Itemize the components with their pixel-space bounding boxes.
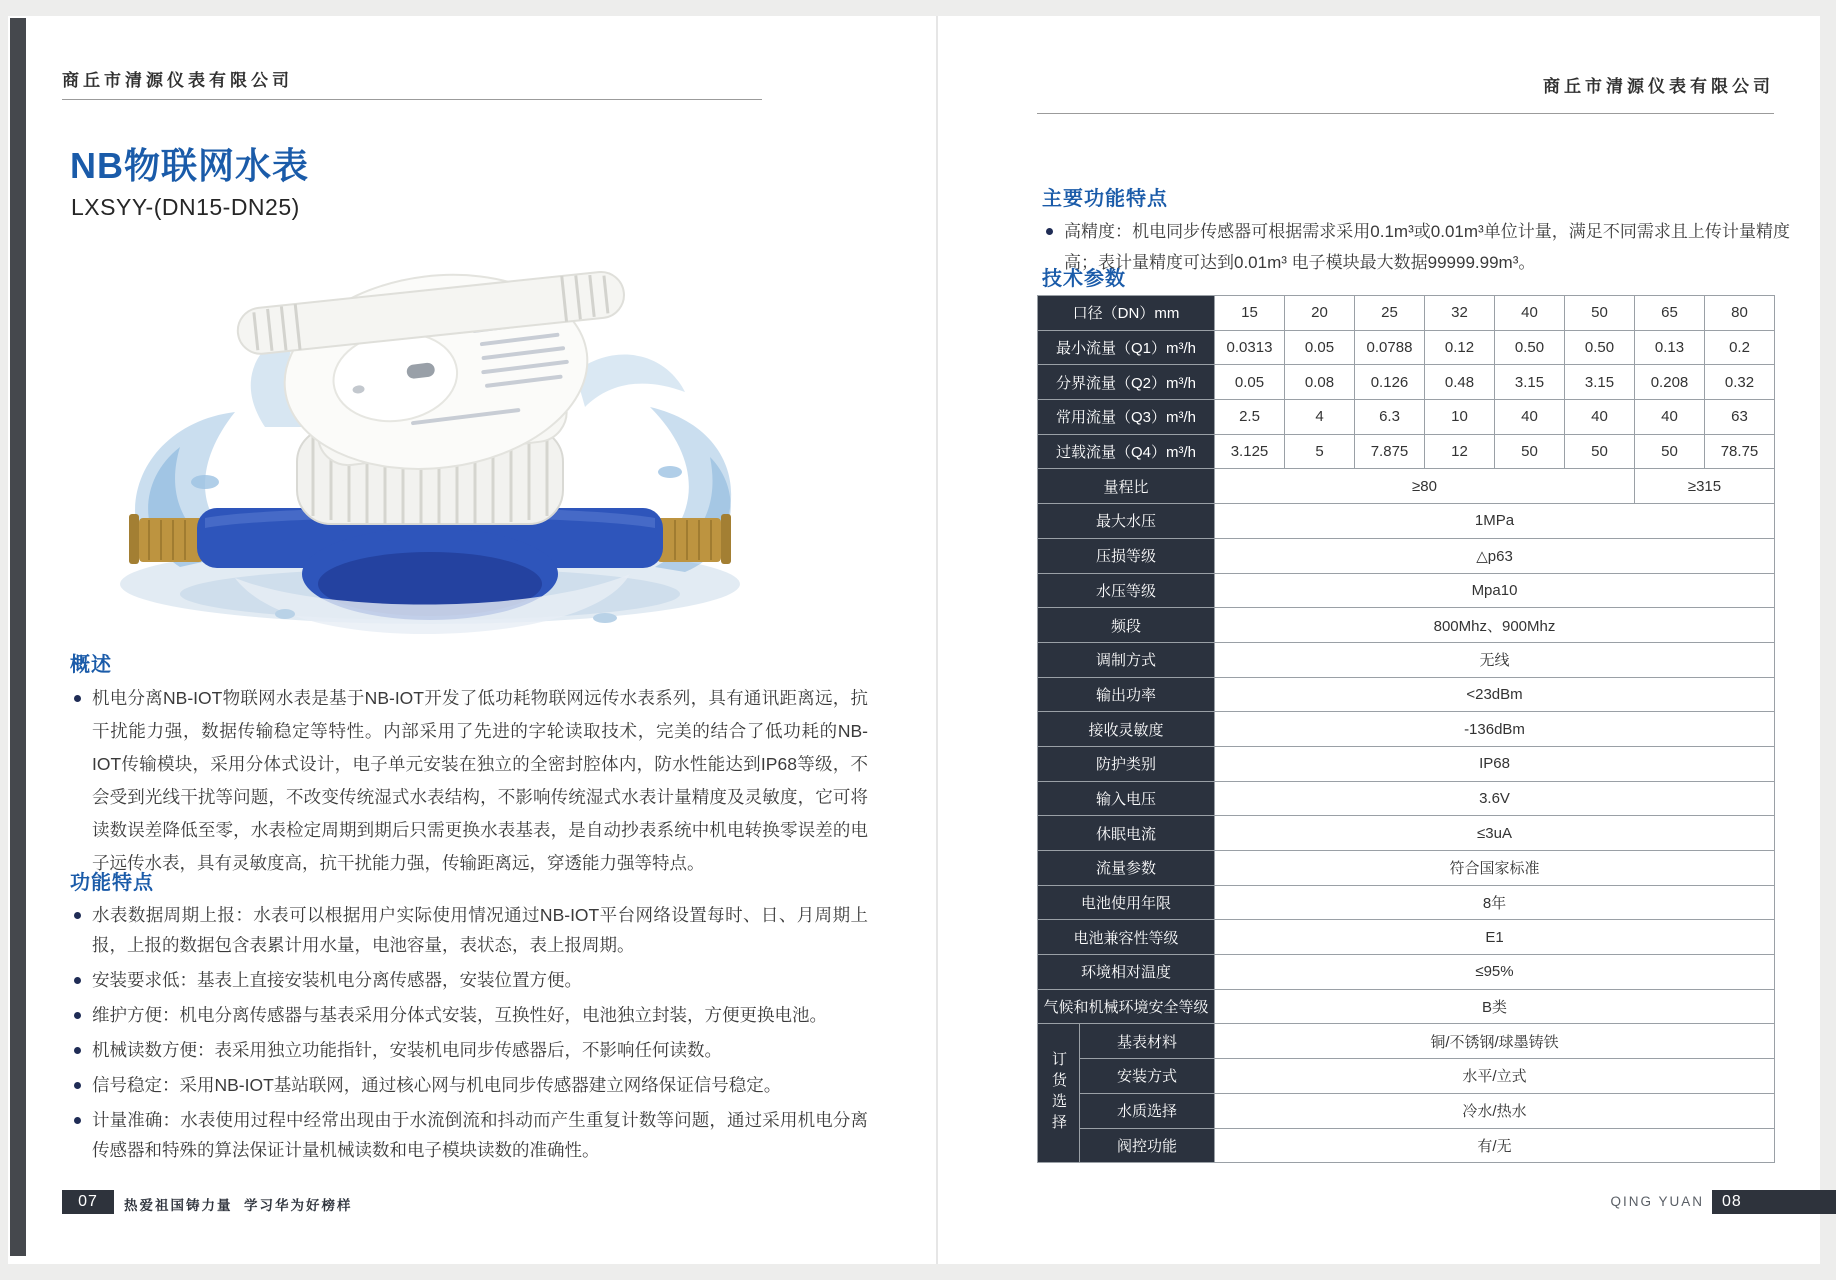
specs-table (1037, 295, 1775, 1163)
cell: 78.75 (1705, 434, 1775, 469)
table-row (1038, 816, 1775, 851)
row-label: 水压等级 (1038, 573, 1215, 608)
cell: 0.05 (1215, 365, 1285, 400)
table-row (1038, 573, 1775, 608)
cell: -136dBm (1215, 712, 1775, 747)
main-features-list (1042, 216, 1790, 283)
row-label: 最大水压 (1038, 504, 1215, 539)
cell: 65 (1635, 296, 1705, 331)
table-row (1038, 330, 1775, 365)
cell: ≥80 (1215, 469, 1635, 504)
cell: 2.5 (1215, 400, 1285, 435)
cell: 80 (1705, 296, 1775, 331)
left-company-header: 商丘市清源仪表有限公司 (62, 71, 293, 90)
cell: 冷水/热水 (1215, 1093, 1775, 1128)
cell: 有/无 (1215, 1128, 1775, 1163)
cell: 0.13 (1635, 330, 1705, 365)
row-label: 阀控功能 (1080, 1128, 1215, 1163)
cell: 5 (1285, 434, 1355, 469)
cell: 1MPa (1215, 504, 1775, 539)
cell: 25 (1355, 296, 1425, 331)
table-row (1038, 920, 1775, 955)
row-label: 气候和机械环境安全等级 (1038, 989, 1215, 1024)
cell: 50 (1565, 434, 1635, 469)
cell: 0.126 (1355, 365, 1425, 400)
cell: 0.208 (1635, 365, 1705, 400)
product-image (85, 222, 775, 642)
row-label: 压损等级 (1038, 538, 1215, 573)
cell: 水平/立式 (1215, 1059, 1775, 1094)
cell: ≥315 (1635, 469, 1775, 504)
cell: 0.0313 (1215, 330, 1285, 365)
right-header-rule (1037, 113, 1774, 114)
row-label: 接收灵敏度 (1038, 712, 1215, 747)
cell: ≤3uA (1215, 816, 1775, 851)
feature-item: 计量准确：水表使用过程中经常出现由于水流倒流和抖动而产生重复计数等问题，通过采用机电分离传感器和特殊的算法保证计量机械读数和电子模块读数的准确性。 (70, 1105, 868, 1165)
cell: 50 (1495, 434, 1565, 469)
features-list (70, 900, 868, 1170)
row-label: 频段 (1038, 608, 1215, 643)
table-row (1038, 1059, 1775, 1094)
cell: E1 (1215, 920, 1775, 955)
cell: 0.05 (1285, 330, 1355, 365)
row-label: 最小流量（Q1）m³/h (1038, 330, 1215, 365)
row-label: 安装方式 (1080, 1059, 1215, 1094)
cell: 0.50 (1565, 330, 1635, 365)
cell: 50 (1565, 296, 1635, 331)
table-row (1038, 504, 1775, 539)
cell: 0.2 (1705, 330, 1775, 365)
row-label: 环境相对温度 (1038, 955, 1215, 990)
cell: Mpa10 (1215, 573, 1775, 608)
cell: 0.12 (1425, 330, 1495, 365)
table-row (1038, 296, 1775, 331)
row-label: 输出功率 (1038, 677, 1215, 712)
cell: 7.875 (1355, 434, 1425, 469)
row-label: 防护类别 (1038, 746, 1215, 781)
table-row (1038, 677, 1775, 712)
right-page-number: 08 (1712, 1190, 1836, 1214)
cell: 40 (1565, 400, 1635, 435)
feature-item: 信号稳定：采用NB-IOT基站联网，通过核心网与机电同步传感器建立网络保证信号稳定。 (70, 1070, 868, 1100)
main-features-heading: 主要功能特点 (1042, 188, 1168, 210)
cell: ≤95% (1215, 955, 1775, 990)
cell: 15 (1215, 296, 1285, 331)
row-label: 口径（DN）mm (1038, 296, 1215, 331)
water-meter-illustration (85, 222, 775, 642)
cell: <23dBm (1215, 677, 1775, 712)
cell: 10 (1425, 400, 1495, 435)
cell: 无线 (1215, 642, 1775, 677)
overview-paragraph (70, 682, 868, 885)
cell: 63 (1705, 400, 1775, 435)
cell: 3.15 (1565, 365, 1635, 400)
cell: 8年 (1215, 885, 1775, 920)
left-page-number: 07 (62, 1190, 114, 1214)
cell: 12 (1425, 434, 1495, 469)
row-label: 电池兼容性等级 (1038, 920, 1215, 955)
cell: 0.32 (1705, 365, 1775, 400)
binding-strip (10, 18, 26, 1256)
table-row (1038, 1024, 1775, 1059)
table-row (1038, 400, 1775, 435)
cell: 32 (1425, 296, 1495, 331)
feature-item: 水表数据周期上报：水表可以根据用户实际使用情况通过NB-IOT平台网络设置每时、日、月周期上报，上报的数据包含表累计用水量，电池容量，表状态，表上报周期。 (70, 900, 868, 960)
cell: 4 (1285, 400, 1355, 435)
footer-brand: QING YUAN (1610, 1194, 1704, 1209)
row-label: 基表材料 (1080, 1024, 1215, 1059)
row-label: 过载流量（Q4）m³/h (1038, 434, 1215, 469)
overview-heading: 概述 (70, 654, 112, 676)
feature-item: 维护方便：机电分离传感器与基表采用分体式安装，互换性好，电池独立封装，方便更换电池。 (70, 1000, 868, 1030)
table-row (1038, 989, 1775, 1024)
table-row (1038, 608, 1775, 643)
cell: 0.50 (1495, 330, 1565, 365)
right-company-header: 商丘市清源仪表有限公司 (1543, 77, 1774, 96)
row-label: 流量参数 (1038, 851, 1215, 886)
footer-slogan: 热爱祖国铸力量 学习华为好榜样 (124, 1198, 353, 1213)
cell: 50 (1635, 434, 1705, 469)
table-row (1038, 955, 1775, 990)
cell: 3.6V (1215, 781, 1775, 816)
table-row (1038, 885, 1775, 920)
row-label: 分界流量（Q2）m³/h (1038, 365, 1215, 400)
left-header-rule (62, 99, 762, 100)
cell: 0.08 (1285, 365, 1355, 400)
cell: 20 (1285, 296, 1355, 331)
cell: △p63 (1215, 538, 1775, 573)
cell: 铜/不锈钢/球墨铸铁 (1215, 1024, 1775, 1059)
table-row (1038, 712, 1775, 747)
table-row (1038, 538, 1775, 573)
main-feature-item: 高精度：机电同步传感器可根据需求采用0.1m³或0.01m³单位计量，满足不同需求且上传计量精度高；表计量精度可达到0.01m³ 电子模块最大数据99999.99m³。 (1042, 216, 1790, 278)
row-label: 量程比 (1038, 469, 1215, 504)
cell: B类 (1215, 989, 1775, 1024)
cell: 40 (1495, 400, 1565, 435)
row-label: 电池使用年限 (1038, 885, 1215, 920)
row-label: 输入电压 (1038, 781, 1215, 816)
cell: 3.125 (1215, 434, 1285, 469)
table-row (1038, 1128, 1775, 1163)
cell: 40 (1495, 296, 1565, 331)
table-row (1038, 434, 1775, 469)
cell: IP68 (1215, 746, 1775, 781)
cell: 800Mhz、900Mhz (1215, 608, 1775, 643)
table-row (1038, 642, 1775, 677)
specs-heading: 技术参数 (1042, 268, 1126, 290)
row-label: 常用流量（Q3）m³/h (1038, 400, 1215, 435)
row-label: 调制方式 (1038, 642, 1215, 677)
cell: 符合国家标准 (1215, 851, 1775, 886)
cell: 40 (1635, 400, 1705, 435)
cell: 0.0788 (1355, 330, 1425, 365)
table-row (1038, 1093, 1775, 1128)
overview-text: 机电分离NB-IOT物联网水表是基于NB-IOT开发了低功耗物联网远传水表系列，具有通讯距离远，抗干扰能力强，数据传输稳定等特性。内部采用了先进的字轮读取技术，完美的结合了低功耗的NB-IOT传输模块，采用分体式设计，电子单元安装在独立的全密封腔体内，防水性能达到IP68等级，不会受到光线干扰等问题，不改变传统湿式水表结构，不影响传统湿式水表计量精度及灵敏度，它可将读数误差降低至零，水表检定周期到期后只需更换水表基表，是自动抄表系统中机电转换零误差的电子远传水表，具有灵敏度高，抗干扰能力强，传输距离远，穿透能力强等特点。 (70, 682, 868, 880)
model-number: LXSYY-(DN15-DN25) (71, 194, 300, 220)
feature-item: 安装要求低：基表上直接安装机电分离传感器，安装位置方便。 (70, 965, 868, 995)
order-group-label: 订货选择 (1038, 1024, 1080, 1163)
cell: 6.3 (1355, 400, 1425, 435)
feature-item: 机械读数方便：表采用独立功能指针，安装机电同步传感器后，不影响任何读数。 (70, 1035, 868, 1065)
row-label: 休眠电流 (1038, 816, 1215, 851)
table-row (1038, 469, 1775, 504)
page-title: NB物联网水表 (70, 145, 309, 186)
table-row (1038, 851, 1775, 886)
table-row (1038, 746, 1775, 781)
cell: 0.48 (1425, 365, 1495, 400)
row-label: 水质选择 (1080, 1093, 1215, 1128)
table-row (1038, 781, 1775, 816)
page-fold-line (936, 16, 938, 1264)
cell: 3.15 (1495, 365, 1565, 400)
features-heading: 功能特点 (70, 872, 154, 894)
table-row (1038, 365, 1775, 400)
